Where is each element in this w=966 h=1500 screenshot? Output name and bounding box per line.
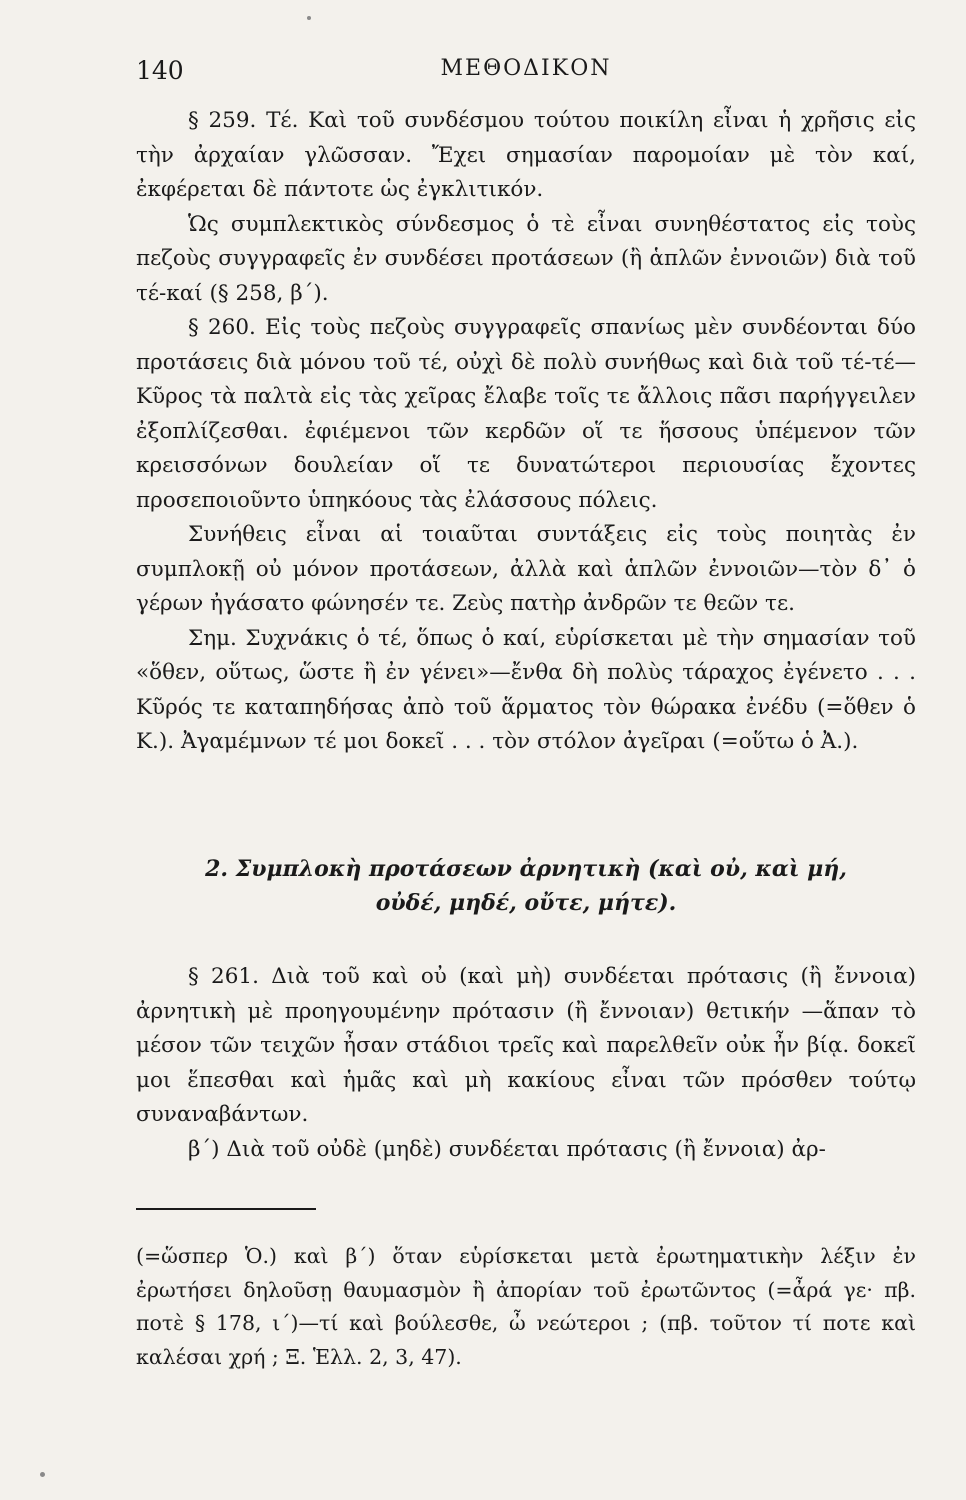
page-number: 140 [136, 56, 184, 85]
paragraph-259-cont: Ὡς συμπλεκτικὸς σύνδεσμος ὁ τὲ εἶναι συνηθέστατος εἰς τοὺς πεζοὺς συγγραφεῖς ἐν συνδέσει προτάσεων (ἢ ἁπλῶν ἐννοιῶν) διὰ τοῦ τέ-καί (§ 258, β΄). [136, 211, 916, 306]
section-2-text [136, 960, 916, 1167]
page-header [136, 56, 916, 90]
footnote-text: (=ὥσπερ Ὁ.) καὶ β΄) ὅταν εὑρίσκεται μετὰ ἐρωτηματικὴν λέξιν ἐν ἐρωτήσει δηλοῦσῃ θαυμασμὸν ἢ ἀπορίαν τοῦ ἐρωτῶντος (=ἆρά γε· πβ. ποτὲ § 178, ι΄)—τί καὶ βούλεσθε, ὦ νεώτεροι ; (πβ. τοῦτον τί ποτε καὶ καλέσαι χρή ; Ξ. Ἑλλ. 2, 3, 47). [136, 1244, 916, 1369]
footnote-rule [136, 1208, 316, 1210]
main-text [136, 104, 916, 760]
paper-speck [307, 16, 311, 20]
footnote [136, 1240, 916, 1374]
paragraph-260-poets: Συνήθεις εἶναι αἱ τοιαῦται συντάξεις εἰς τοὺς ποιητὰς ἐν συμπλοκῇ οὐ μόνον προτάσεων, ἀλλὰ καὶ ἁπλῶν ἐννοιῶν—τὸν δ᾽ ὁ γέρων ἠγάσατο φώνησέν τε. Ζεὺς πατὴρ ἀνδρῶν τε θεῶν τε. [136, 522, 916, 616]
paragraph-260: § 260. Εἰς τοὺς πεζοὺς συγγραφεῖς σπανίως μὲν συνδέονται δύο προτάσεις διὰ μόνου τοῦ τέ, οὐχὶ δὲ πολὺ συνήθως καὶ διὰ τοῦ τέ-τέ—Κῦρος τὰ παλτὰ εἰς τὰς χεῖρας ἔλαβε τοῖς τε ἄλλοις πᾶσι παρήγγειλεν ἐξοπλίζεσθαι. ἐφιέμενοι τῶν κερδῶν οἵ τε ἥσσους ὑπέμενον τῶν κρεισσόνων δουλείαν οἵ τε δυνατώτεροι περιουσίας ἔχοντες προσεποιοῦντο ὑπηκόους τὰς ἐλάσσους πόλεις. [136, 315, 916, 513]
section-heading [136, 852, 916, 920]
paragraph-259: § 259. Τέ. Καὶ τοῦ συνδέσμου τούτου ποικίλη εἶναι ἡ χρῆσις εἰς τὴν ἀρχαίαν γλῶσσαν. Ἔχει σημασίαν παρομοίαν μὲ τὸν καί, ἐκφέρεται δὲ πάντοτε ὡς ἐγκλιτικόν. [136, 108, 916, 202]
section-heading-line-1: 2. Συμπλοκὴ προτάσεων ἀρνητικὴ (καὶ οὐ, καὶ μή, [205, 856, 847, 882]
paragraph-261: § 261. Διὰ τοῦ καὶ οὐ (καὶ μὴ) συνδέεται πρότασις (ἢ ἔννοια) ἀρνητικὴ μὲ προηγουμένην πρότασιν (ἢ ἔννοιαν) θετικήν —ἅπαν τὸ μέσον τῶν τειχῶν ἦσαν στάδιοι τρεῖς καὶ παρελθεῖν οὐκ ἦν βίᾳ. δοκεῖ μοι ἕπεσθαι καὶ ἡμᾶς καὶ μὴ κακίους εἶναι τῶν πρόσθεν τούτῳ συναναβάντων. [136, 964, 916, 1127]
section-heading-line-2: οὐδέ, μηδέ, οὔτε, μήτε). [375, 890, 677, 916]
running-title: ΜΕΘΟΔΙΚΟΝ [440, 56, 612, 81]
paper-speck [40, 1472, 45, 1477]
paragraph-note: Σημ. Συχνάκις ὁ τέ, ὅπως ὁ καί, εὑρίσκεται μὲ τὴν σημασίαν τοῦ «ὅθεν, οὕτως, ὥστε ἢ ἐν γένει»—ἔνθα δὴ πολὺς τάραχος ἐγένετο . . . Κῦρός τε καταπηδήσας ἀπὸ τοῦ ἅρματος τὸν θώρακα ἐνέδυ (=ὅθεν ὁ Κ.). Ἀγαμέμνων τέ μοι δοκεῖ . . . τὸν στόλον ἀγεῖραι (=οὕτω ὁ Ἀ.). [136, 625, 916, 754]
paragraph-261-b: β΄) Διὰ τοῦ οὐδὲ (μηδὲ) συνδέεται πρότασις (ἢ ἔννοια) ἀρ- [188, 1136, 826, 1162]
